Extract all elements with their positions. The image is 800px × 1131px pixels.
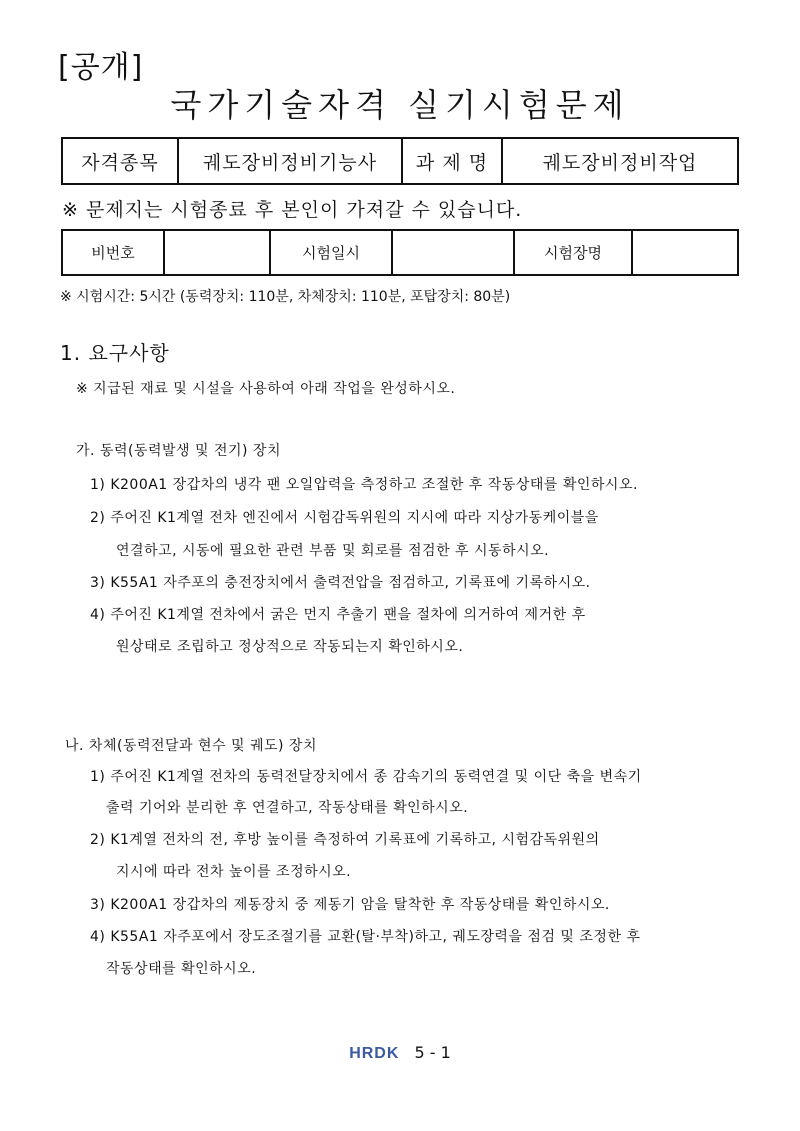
exam-id-field[interactable] [164, 230, 270, 275]
part-b-title: 나. 차체(동력전달과 현수 및 궤도) 장치 [65, 738, 317, 754]
notice-text: ※ 문제지는 시험종료 후 본인이 가져갈 수 있습니다. [62, 199, 523, 221]
document-title: 국가기술자격 실기시험문제 [170, 86, 630, 124]
part-a-item: 3) K55A1 자주포의 충전장치에서 출력전압을 점검하고, 기록표에 기록하시오. [90, 575, 591, 591]
qualification-type-label: 자격종목 [62, 138, 178, 184]
part-b-item: 1) 주어진 K1계열 전차의 동력전달장치에서 종 감속기의 동력연결 및 이단 축을 변속기 [90, 769, 642, 785]
part-a-item-continued: 연결하고, 시동에 필요한 관련 부품 및 회로를 점검한 후 시동하시오. [116, 543, 550, 559]
part-b-item: 2) K1계열 전차의 전, 후방 높이를 측정하여 기록표에 기록하고, 시험감독위원의 [90, 832, 600, 848]
part-a-title: 가. 동력(동력발생 및 전기) 장치 [76, 443, 281, 459]
part-b-item-continued: 출력 기어와 분리한 후 연결하고, 작동상태를 확인하시오. [106, 800, 469, 816]
part-b-item-continued: 작동상태를 확인하시오. [106, 961, 257, 977]
exam-place-label: 시험장명 [514, 230, 632, 275]
exam-date-field[interactable] [392, 230, 514, 275]
qualification-table [61, 137, 739, 185]
page-footer [0, 1043, 800, 1063]
part-b-item: 4) K55A1 자주포에서 장도조절기를 교환(탈·부착)하고, 궤도장력을 점검 및 조정한 후 [90, 929, 641, 945]
hrdk-logo: HRDK [349, 1045, 400, 1062]
part-a-item-continued: 원상태로 조립하고 정상적으로 작동되는지 확인하시오. [116, 639, 464, 655]
qualification-type-value: 궤도장비정비기능사 [178, 138, 402, 184]
exam-date-label: 시험일시 [270, 230, 392, 275]
task-name-value: 궤도장비정비작업 [502, 138, 738, 184]
section-title: 1. 요구사항 [60, 341, 170, 365]
public-tag: [공개] [58, 50, 144, 85]
part-a-item: 2) 주어진 K1계열 전차 엔진에서 시험감독위원의 지시에 따라 지상가동케이블을 [90, 510, 599, 526]
exam-place-field[interactable] [632, 230, 738, 275]
task-name-label: 과 제 명 [402, 138, 502, 184]
part-a-item: 4) 주어진 K1계열 전차에서 굵은 먼지 추출기 팬을 절차에 의거하여 제거한 후 [90, 607, 586, 623]
part-b-item-continued: 지시에 따라 전차 높이를 조정하시오. [116, 864, 352, 880]
exam-time-note: ※ 시험시간: 5시간 (동력장치: 110분, 차체장치: 110분, 포탑장치: 80분) [60, 289, 511, 305]
part-a-item: 1) K200A1 장갑차의 냉각 팬 오일압력을 측정하고 조절한 후 작동상태를 확인하시오. [90, 477, 638, 493]
page-number: 5 - 1 [414, 1043, 451, 1062]
exam-id-label: 비번호 [62, 230, 164, 275]
exam-info-table [61, 229, 739, 276]
section-note: ※ 지급된 재료 및 시설을 사용하여 아래 작업을 완성하시오. [76, 381, 456, 397]
part-b-item: 3) K200A1 장갑차의 제동장치 중 제동기 암을 탈착한 후 작동상태를 확인하시오. [90, 897, 610, 913]
